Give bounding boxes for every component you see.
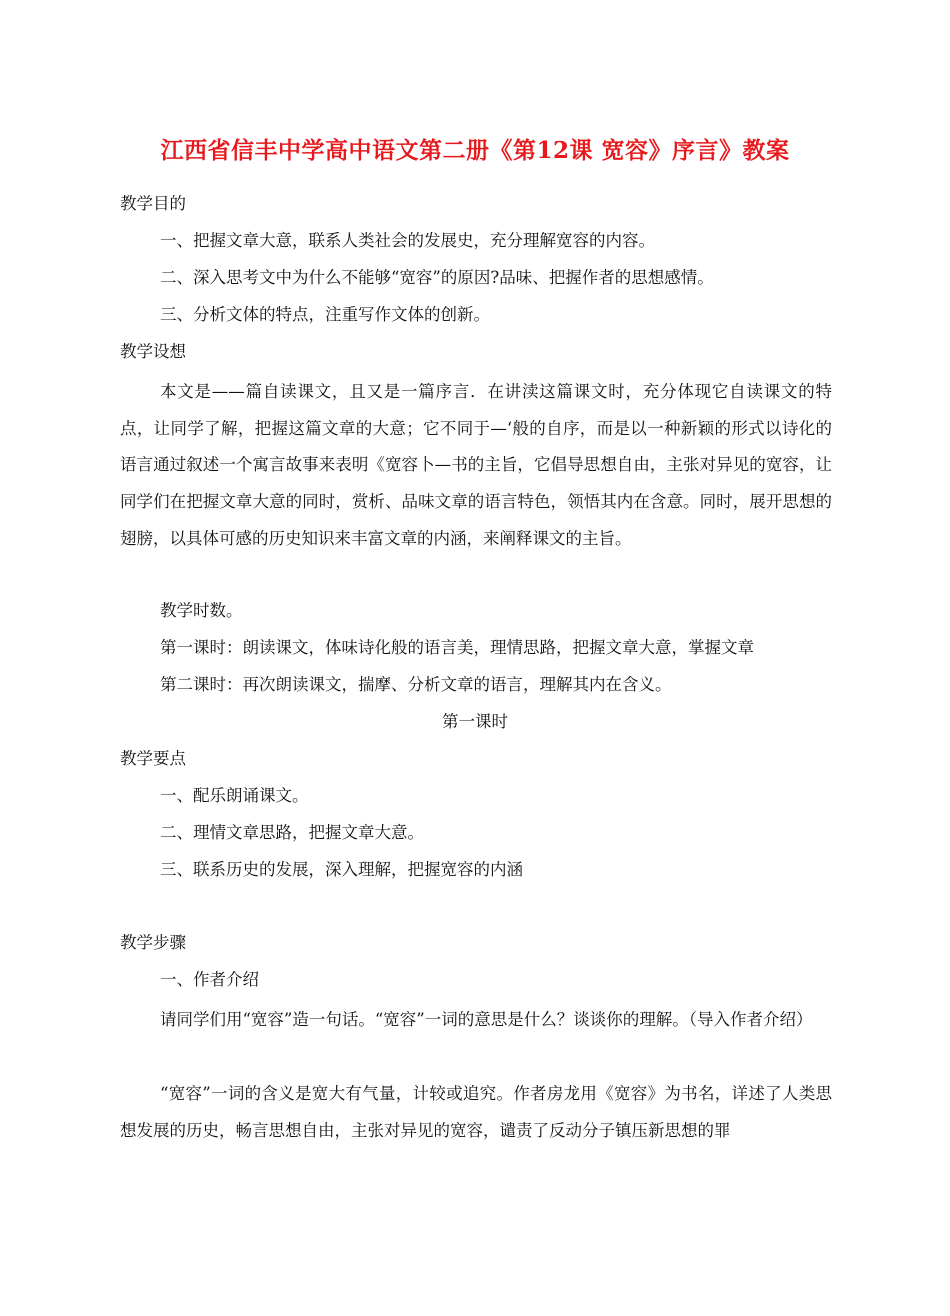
objective-item-3: 三、分析文体的特点，注重写作文体的创新。 <box>160 305 490 324</box>
objectives-heading: 教学目的 <box>120 194 186 213</box>
point-item-3: 三、联系历史的发展，深入理解，把握宽容的内涵 <box>160 860 523 879</box>
document-title: 江西省信丰中学高中语文第二册《第12课 宽容》序言》教案 <box>160 137 790 164</box>
first-lesson-heading: 第一课时 <box>442 712 508 731</box>
points-heading: 教学要点 <box>120 749 186 768</box>
design-paragraph: 本文是——篇自读课文，且又是一篇序言．在讲渎这篇课文时，充分体现它自读课文的特点，让同学了解，把握这篇文章的大意；它不同于—‘般的自序，而是以一种新颖的形式以诗化的语言通过叙述一个寓言故事来表明《宽容卜—书的主旨，它倡导思想自由，主张对异见的宽容，让同学们在把握文章大意的同时，赏析、品味文章的语言特色，领悟其内在含意。同时，展开思想的翅膀，以具体可感的历史知识来丰富文章的内涵，来阐释课文的主旨。 <box>120 382 832 548</box>
step-1-paragraph-1: 请同学们用“宽容”造一句话。“宽容”一词的意思是什么？谈谈你的理解。（导入作者介绍） <box>160 1010 813 1029</box>
step-1-heading: 一、作者介绍 <box>160 970 259 989</box>
design-heading: 教学设想 <box>120 342 186 361</box>
lesson-2-summary: 第二课时：再次朗读课文，揣摩、分析文章的语言，理解其内在含义。 <box>160 675 672 694</box>
objective-item-2: 二、深入思考文中为什么不能够“宽容”的原因?品味、把握作者的思想感情。 <box>160 268 714 287</box>
teaching-hours-label: 教学时数。 <box>160 601 243 620</box>
point-item-1: 一、配乐朗诵课文。 <box>160 786 309 805</box>
lesson-1-summary: 第一课时：朗读课文，体味诗化般的语言美，理情思路，把握文章大意，掌握文章 <box>160 638 754 657</box>
point-item-2: 二、理情文章思路，把握文章大意。 <box>160 823 424 842</box>
step-1-paragraph-2: “宽容”一词的含义是宽大有气量，计较或追究。作者房龙用《宽容》为书名，详述了人类思想发展的历史，畅言思想自由，主张对异见的宽容，谴责了反动分子镇压新思想的罪 <box>120 1084 832 1140</box>
objective-item-1: 一、把握文章大意，联系人类社会的发展史，充分理解宽容的内容。 <box>160 231 655 250</box>
steps-heading: 教学步骤 <box>120 933 186 952</box>
